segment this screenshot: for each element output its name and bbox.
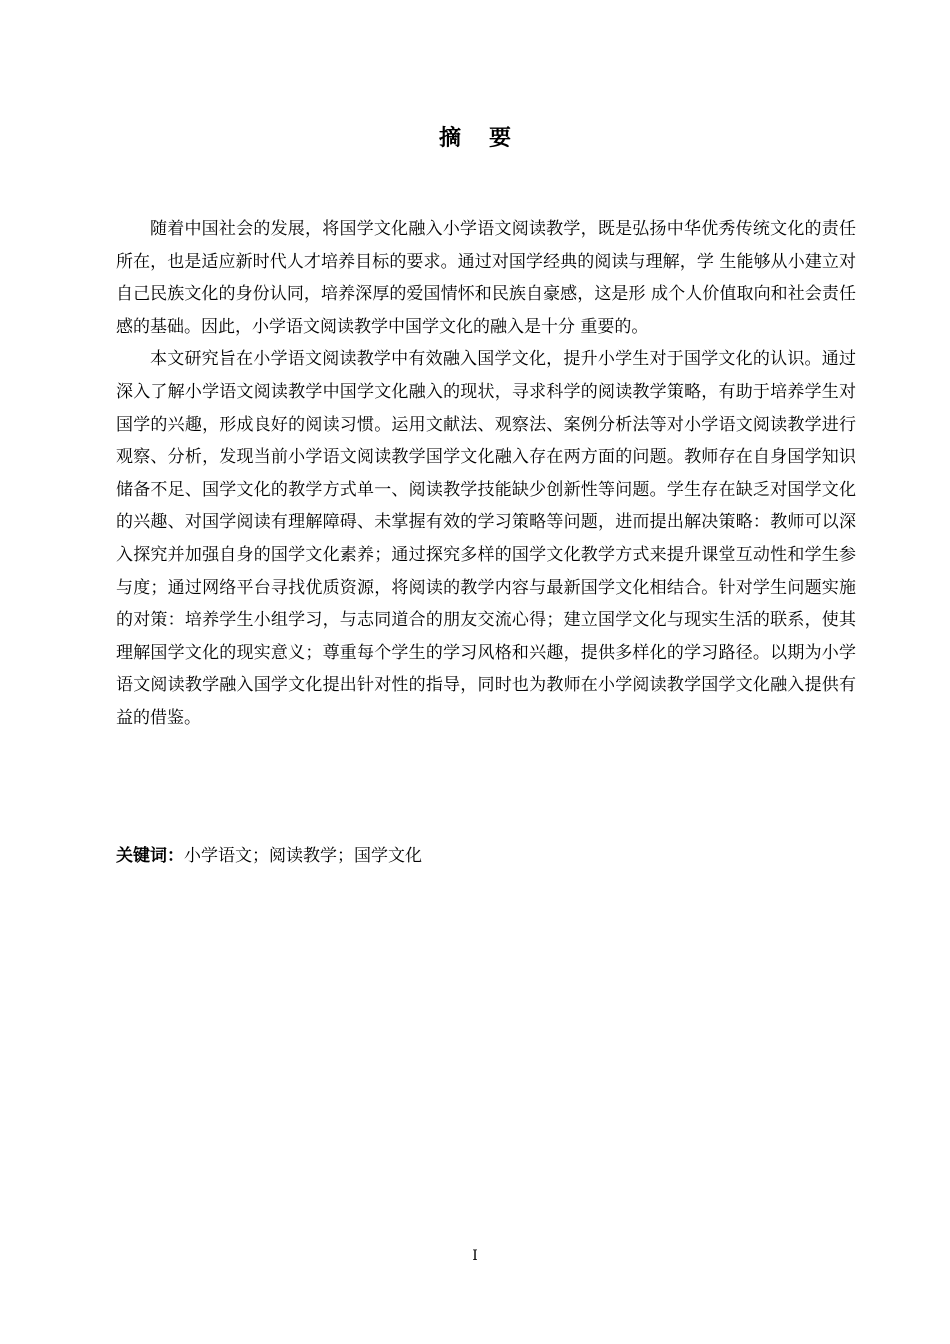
keywords-line (116, 841, 856, 871)
page-number: I (472, 1248, 478, 1264)
abstract-paragraph-2: 本文研究旨在小学语文阅读教学中有效融入国学文化，提升小学生对于国学文化的认识。通过深入了解小学语文阅读教学中国学文化融入的现状，寻求科学的阅读教学策略，有助于培养学生对国学的兴趣，形成良好的阅读习惯。运用文献法、观察法、案例分析法等对小学语文阅读教学进行观察、分析，发现当前小学语文阅读教学国学文化融入存在两方面的问题。教师存在自身国学知识储备不足、国学文化的教学方式单一、阅读教学技能缺少创新性等问题。学生存在缺乏对国学文化的兴趣、对国学阅读有理解障碍、未掌握有效的学习策略等问题，进而提出解决策略：教师可以深入探究并加强自身的国学文化素养；通过探究多样的国学文化教学方式来提升课堂互动性和学生参与度；通过网络平台寻找优质资源，将阅读的教学内容与最新国学文化相结合。针对学生问题实施的对策：培养学生小组学习，与志同道合的朋友交流心得；建立国学文化与现实生活的联系，使其理解国学文化的现实意义；尊重每个学生的学习风格和兴趣，提供多样化的学习路径。以期为小学语文阅读教学融入国学文化提出针对性的指导，同时也为教师在小学阅读教学国学文化融入提供有益的借鉴。 (116, 349, 856, 728)
abstract-paragraph-1: 随着中国社会的发展，将国学文化融入小学语文阅读教学，既是弘扬中华优秀传统文化的责任所在，也是适应新时代人才培养目标的要求。通过对国学经典的阅读与理解，学 生能够从小建立对自己民族文化的身份认同，培养深厚的爱国情怀和民族自豪感，这是形 成个人价值取向和社会责任感的基础。因此，小学语文阅读教学中国学文化的融入是十分 重要的。 (116, 219, 856, 337)
keywords-label: 关键词： (116, 846, 184, 866)
keywords-value: 小学语文；阅读教学；国学文化 (184, 846, 422, 866)
page-title: 摘要 (438, 126, 539, 151)
abstract-body (116, 213, 856, 735)
